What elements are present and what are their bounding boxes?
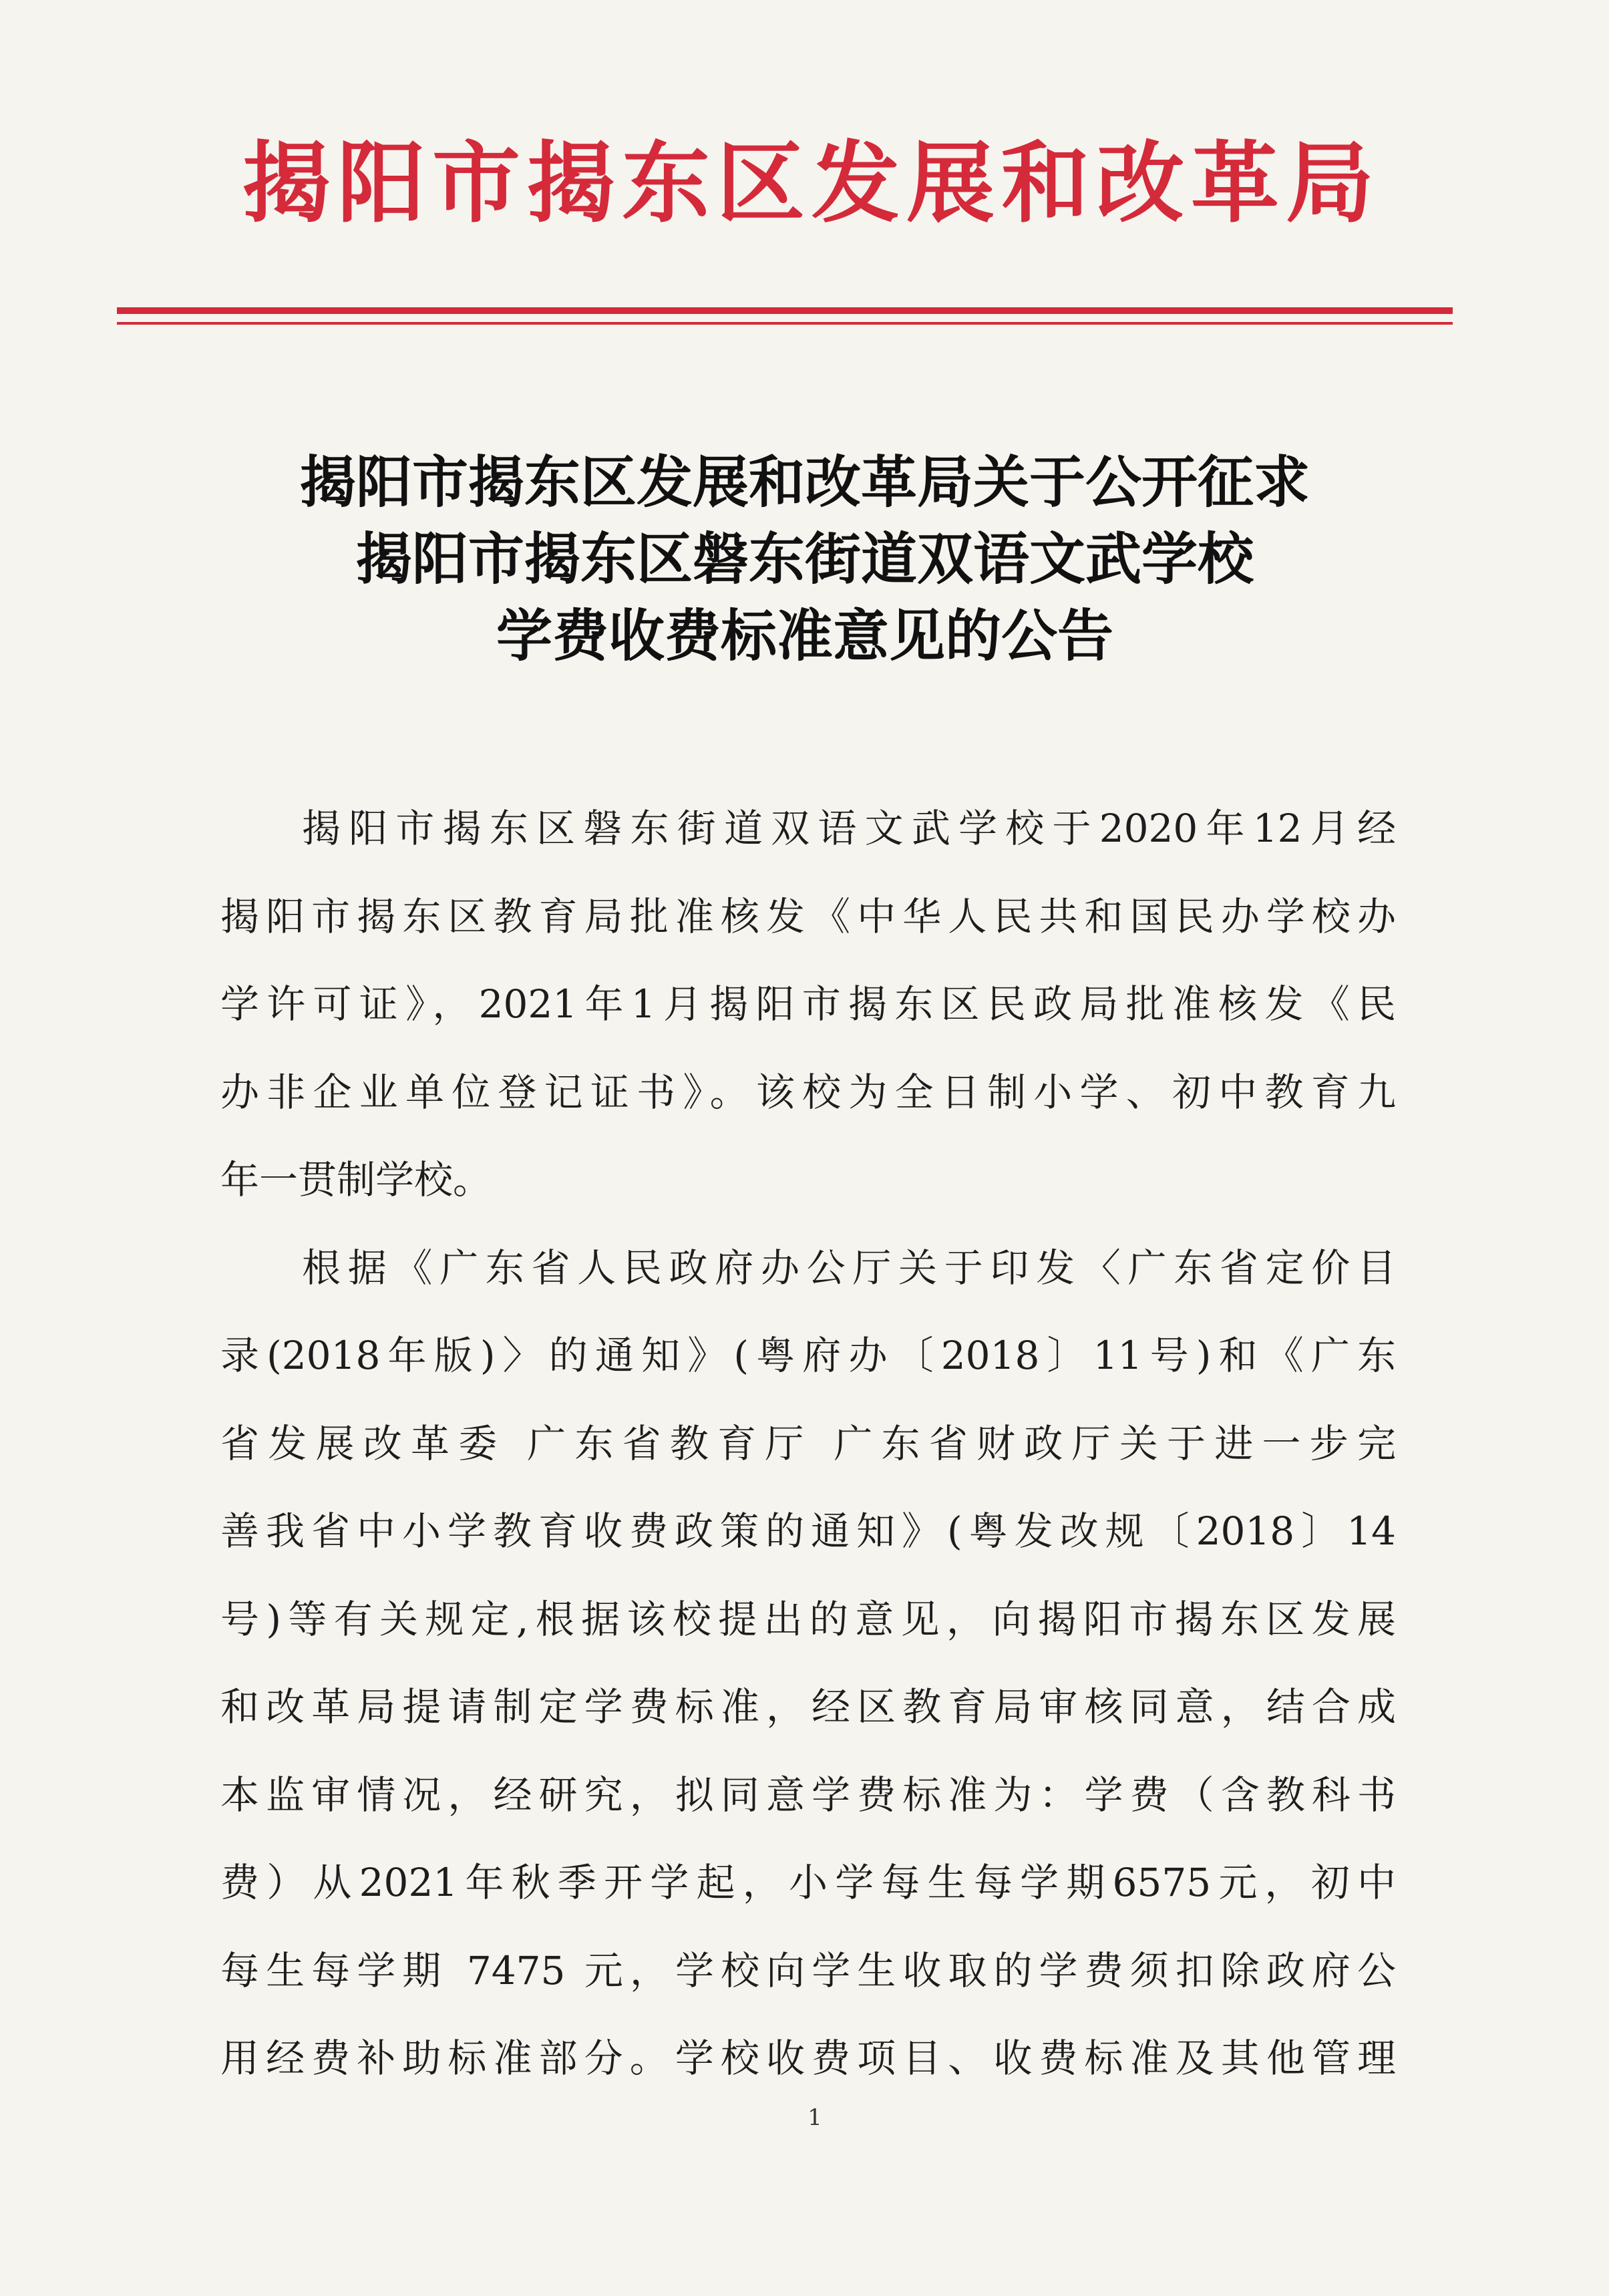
paragraph-line: 省发展改革委 广东省教育厅 广东省财政厅关于进一步完 <box>220 1420 1396 1466</box>
title-line-2: 揭阳市揭东区磐东街道双语文武学校 <box>355 526 1254 592</box>
paragraph-line: 每生每学期 7475 元，学校向学生收取的学费须扣除政府公 <box>220 1947 1396 1993</box>
paragraph-line: 揭阳市揭东区磐东街道双语文武学校于2020年12月经 <box>302 806 1396 851</box>
letterhead: 揭阳市揭东区发展和改革局 <box>242 132 1381 235</box>
paragraph-line: 用经费补助标准部分。学校收费项目、收费标准及其他管理 <box>220 2035 1396 2081</box>
paragraph-line: 办非企业单位登记证书》。该校为全日制小学、初中教育九 <box>220 1069 1396 1115</box>
paragraph-line: 号)等有关规定,根据该校提出的意见，向揭阳市揭东区发展 <box>220 1596 1396 1642</box>
document-body <box>220 785 1396 2103</box>
paragraph-line: 根据《广东省人民政府办公厅关于印发〈广东省定价目 <box>302 1245 1396 1291</box>
paragraph-line: 年一贯制学校。 <box>220 1157 492 1202</box>
paragraph-line: 录(2018年版)〉的通知》(粤府办〔2018〕11号)和《广东 <box>220 1333 1396 1378</box>
title-line-3: 学费收费标准意见的公告 <box>496 603 1113 669</box>
paragraph-line: 和改革局提请制定学费标准，经区教育局审核同意，结合成 <box>220 1684 1396 1730</box>
letterhead-rule-thin <box>117 322 1453 325</box>
paragraph-line: 学许可证》，2021年1月揭阳市揭东区民政局批准核发《民 <box>220 981 1396 1027</box>
paragraph-line: 本监审情况，经研究，拟同意学费标准为：学费（含教科书 <box>220 1772 1396 1818</box>
paragraph-2 <box>220 1224 1396 2103</box>
document-title <box>134 444 1476 675</box>
paragraph-line: 善我省中小学教育收费政策的通知》(粤发改规〔2018〕14 <box>220 1508 1396 1554</box>
paragraph-1 <box>220 785 1396 1224</box>
paragraph-line: 揭阳市揭东区教育局批准核发《中华人民共和国民办学校办 <box>220 893 1396 939</box>
paragraph-line: 费）从2021年秋季开学起，小学每生每学期6575元，初中 <box>220 1860 1396 1905</box>
letterhead-rule-thick <box>117 307 1453 314</box>
title-line-1: 揭阳市揭东区发展和改革局关于公开征求 <box>299 450 1310 515</box>
page-number: 1 <box>808 2104 822 2131</box>
